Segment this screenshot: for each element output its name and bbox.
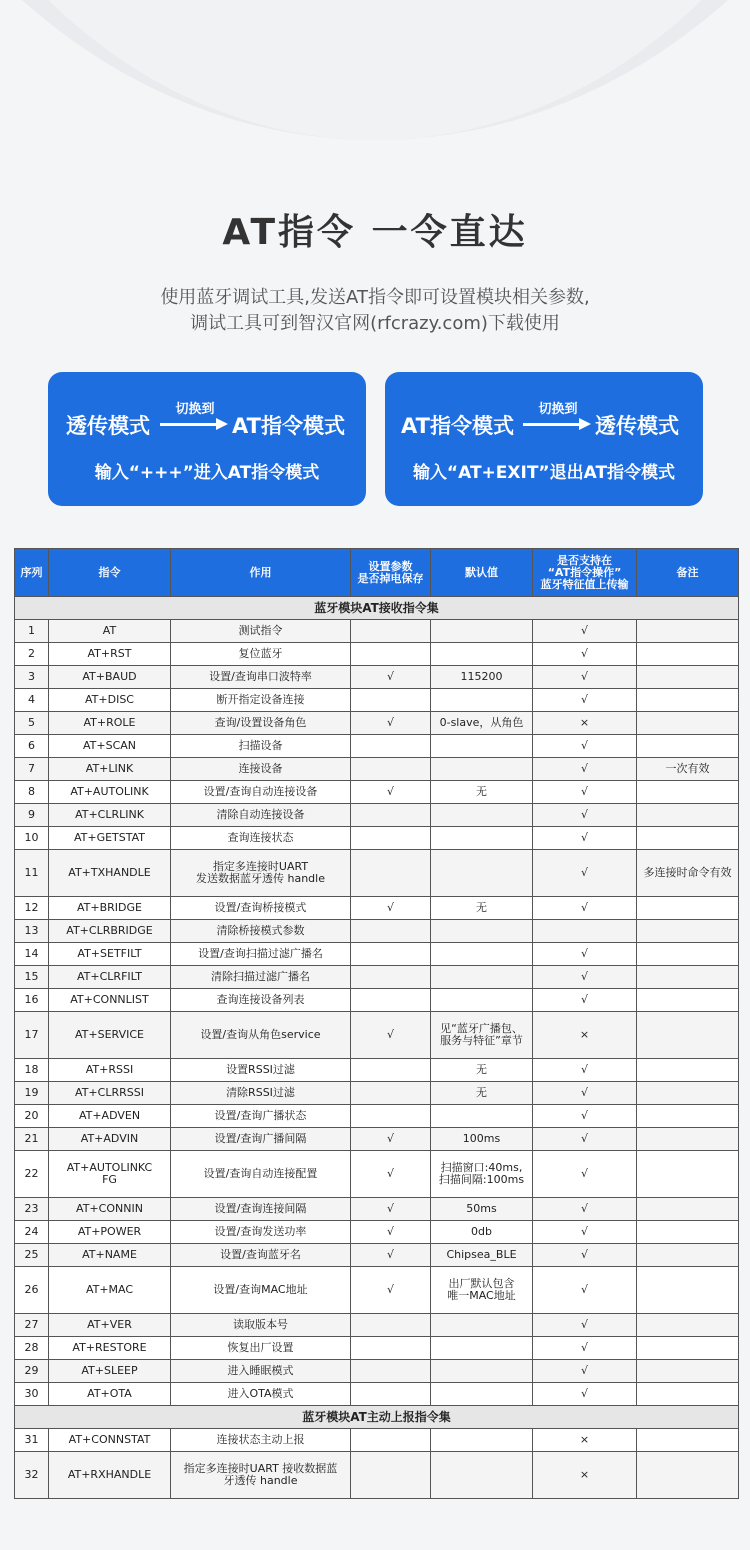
row-support: × [533, 1452, 637, 1499]
table-row [15, 712, 739, 735]
table-row [15, 643, 739, 666]
row-power-save [351, 1337, 431, 1360]
row-number: 31 [15, 1429, 49, 1452]
row-default: 扫描窗口:40ms, 扫描间隔:100ms [431, 1151, 533, 1198]
row-support: √ [533, 1383, 637, 1406]
row-power-save [351, 735, 431, 758]
table-row [15, 827, 739, 850]
row-default [431, 643, 533, 666]
table-row [15, 920, 739, 943]
row-default: 无 [431, 1059, 533, 1082]
arrow-label: 切换到 [538, 402, 578, 417]
row-command: AT+BRIDGE [49, 897, 171, 920]
table-row [15, 735, 739, 758]
row-function: 设置/查询自动连接设备 [171, 781, 351, 804]
mode-card-exit-at [385, 372, 703, 506]
table-row [15, 1314, 739, 1337]
row-command: AT+RXHANDLE [49, 1452, 171, 1499]
row-function: 进入睡眠模式 [171, 1360, 351, 1383]
row-default [431, 920, 533, 943]
row-command: AT+CLRFILT [49, 966, 171, 989]
header-note: 备注 [637, 549, 739, 597]
row-number: 6 [15, 735, 49, 758]
row-power-save [351, 1314, 431, 1337]
row-command: AT [49, 620, 171, 643]
mode-card-enter-at [48, 372, 366, 506]
row-function: 设置/查询发送功率 [171, 1221, 351, 1244]
table-row [15, 1452, 739, 1499]
table-row [15, 989, 739, 1012]
row-default [431, 689, 533, 712]
row-command: AT+AUTOLINKC FG [49, 1151, 171, 1198]
row-number: 11 [15, 850, 49, 897]
row-default [431, 1360, 533, 1383]
row-default [431, 1452, 533, 1499]
row-support: × [533, 1012, 637, 1059]
row-command: AT+TXHANDLE [49, 850, 171, 897]
header-no: 序列 [15, 549, 49, 597]
row-command: AT+CONNLIST [49, 989, 171, 1012]
table-row [15, 1128, 739, 1151]
row-note [637, 1059, 739, 1082]
row-function: 设置/查询扫描过滤广播名 [171, 943, 351, 966]
row-note [637, 1012, 739, 1059]
row-number: 32 [15, 1452, 49, 1499]
row-power-save: √ [351, 1128, 431, 1151]
row-command: AT+SCAN [49, 735, 171, 758]
row-default [431, 1429, 533, 1452]
row-note [637, 1429, 739, 1452]
row-function: 断开指定设备连接 [171, 689, 351, 712]
row-power-save [351, 1452, 431, 1499]
row-number: 23 [15, 1198, 49, 1221]
row-note [637, 1267, 739, 1314]
table-row [15, 620, 739, 643]
row-support: √ [533, 966, 637, 989]
row-support: √ [533, 1198, 637, 1221]
row-note [637, 804, 739, 827]
row-function: 复位蓝牙 [171, 643, 351, 666]
row-support: √ [533, 1128, 637, 1151]
mode-from-label: AT指令模式 [401, 414, 514, 438]
table-row [15, 850, 739, 897]
row-support: √ [533, 1314, 637, 1337]
row-support: √ [533, 827, 637, 850]
arrow-label: 切换到 [175, 402, 215, 417]
table-row [15, 897, 739, 920]
row-function: 连接设备 [171, 758, 351, 781]
row-command: AT+GETSTAT [49, 827, 171, 850]
row-power-save [351, 1383, 431, 1406]
section-title: 蓝牙模块AT接收指令集 [15, 597, 739, 620]
row-number: 14 [15, 943, 49, 966]
table-row [15, 666, 739, 689]
row-function: 查询连接状态 [171, 827, 351, 850]
table-row [15, 1244, 739, 1267]
row-power-save [351, 850, 431, 897]
row-default [431, 804, 533, 827]
row-support: √ [533, 758, 637, 781]
row-note [637, 966, 739, 989]
row-number: 18 [15, 1059, 49, 1082]
table-row [15, 1383, 739, 1406]
row-default: 出厂默认包含 唯一MAC地址 [431, 1267, 533, 1314]
table-row [15, 758, 739, 781]
row-default: 0-slave，从角色 [431, 712, 533, 735]
row-note [637, 1151, 739, 1198]
row-function: 清除RSSI过滤 [171, 1082, 351, 1105]
row-power-save [351, 827, 431, 850]
row-default: 115200 [431, 666, 533, 689]
header-function: 作用 [171, 549, 351, 597]
row-note [637, 1383, 739, 1406]
row-command: AT+ADVIN [49, 1128, 171, 1151]
row-note [637, 1337, 739, 1360]
mode-hint: 输入“AT+EXIT”退出AT指令模式 [412, 463, 676, 483]
row-command: AT+MAC [49, 1267, 171, 1314]
row-number: 19 [15, 1082, 49, 1105]
row-command: AT+RESTORE [49, 1337, 171, 1360]
header-power-save: 设置参数 是否掉电保存 [351, 549, 431, 597]
row-number: 16 [15, 989, 49, 1012]
row-function: 指定多连接时UART 发送数据蓝牙透传 handle [171, 850, 351, 897]
row-number: 20 [15, 1105, 49, 1128]
row-number: 12 [15, 897, 49, 920]
row-command: AT+CONNIN [49, 1198, 171, 1221]
header-support: 是否支持在 “AT指令操作” 蓝牙特征值上传输 [533, 549, 637, 597]
row-function: 清除扫描过滤广播名 [171, 966, 351, 989]
row-number: 4 [15, 689, 49, 712]
row-note [637, 781, 739, 804]
row-power-save: √ [351, 1267, 431, 1314]
row-support: √ [533, 1267, 637, 1314]
row-default: 0db [431, 1221, 533, 1244]
row-function: 设置/查询MAC地址 [171, 1267, 351, 1314]
row-command: AT+VER [49, 1314, 171, 1337]
row-number: 10 [15, 827, 49, 850]
row-support: √ [533, 1221, 637, 1244]
row-note [637, 1360, 739, 1383]
row-function: 设置/查询桥接模式 [171, 897, 351, 920]
row-number: 24 [15, 1221, 49, 1244]
row-function: 设置/查询连接间隔 [171, 1198, 351, 1221]
row-default: 无 [431, 897, 533, 920]
row-function: 连接状态主动上报 [171, 1429, 351, 1452]
row-default [431, 735, 533, 758]
row-power-save [351, 804, 431, 827]
row-note [637, 1128, 739, 1151]
row-support: √ [533, 643, 637, 666]
row-number: 26 [15, 1267, 49, 1314]
row-support: × [533, 712, 637, 735]
row-support: √ [533, 1244, 637, 1267]
row-power-save [351, 1105, 431, 1128]
row-note: 一次有效 [637, 758, 739, 781]
background-arc-inner [0, 0, 750, 140]
table-row [15, 1105, 739, 1128]
row-command: AT+DISC [49, 689, 171, 712]
row-default [431, 989, 533, 1012]
row-command: AT+RSSI [49, 1059, 171, 1082]
row-power-save: √ [351, 1198, 431, 1221]
row-number: 30 [15, 1383, 49, 1406]
row-power-save [351, 966, 431, 989]
row-number: 25 [15, 1244, 49, 1267]
row-support [533, 920, 637, 943]
row-function: 查询/设置设备角色 [171, 712, 351, 735]
row-command: AT+RST [49, 643, 171, 666]
row-support: √ [533, 1360, 637, 1383]
row-number: 22 [15, 1151, 49, 1198]
row-command: AT+AUTOLINK [49, 781, 171, 804]
row-note [637, 1198, 739, 1221]
row-number: 28 [15, 1337, 49, 1360]
table-row [15, 1151, 739, 1198]
table-row [15, 1082, 739, 1105]
row-default [431, 1105, 533, 1128]
table-row [15, 943, 739, 966]
row-support: √ [533, 735, 637, 758]
row-note [637, 989, 739, 1012]
row-function: 清除桥接模式参数 [171, 920, 351, 943]
mode-to-label: 透传模式 [595, 414, 679, 438]
mode-to-label: AT指令模式 [232, 414, 345, 438]
subtitle-line-1: 使用蓝牙调试工具,发送AT指令即可设置模块相关参数, [160, 287, 590, 308]
row-number: 5 [15, 712, 49, 735]
row-function: 查询连接设备列表 [171, 989, 351, 1012]
row-power-save [351, 943, 431, 966]
row-support: √ [533, 1059, 637, 1082]
row-command: AT+ROLE [49, 712, 171, 735]
header-default: 默认值 [431, 549, 533, 597]
row-number: 1 [15, 620, 49, 643]
row-default [431, 620, 533, 643]
table-header-row [15, 549, 739, 597]
row-function: 恢复出厂设置 [171, 1337, 351, 1360]
row-number: 3 [15, 666, 49, 689]
row-command: AT+SERVICE [49, 1012, 171, 1059]
row-command: AT+NAME [49, 1244, 171, 1267]
row-default: Chipsea_BLE [431, 1244, 533, 1267]
right-arrow-icon [160, 404, 230, 444]
table-row [15, 966, 739, 989]
row-power-save [351, 989, 431, 1012]
row-support: √ [533, 689, 637, 712]
row-command: AT+CLRRSSI [49, 1082, 171, 1105]
section-title: 蓝牙模块AT主动上报指令集 [15, 1406, 739, 1429]
mode-from-label: 透传模式 [66, 414, 150, 438]
row-note: 多连接时命令有效 [637, 850, 739, 897]
row-support: √ [533, 781, 637, 804]
table-row [15, 689, 739, 712]
table-row [15, 1221, 739, 1244]
row-default [431, 1383, 533, 1406]
row-note [637, 1244, 739, 1267]
row-default: 无 [431, 1082, 533, 1105]
row-note [637, 1082, 739, 1105]
row-command: AT+BAUD [49, 666, 171, 689]
row-function: 设置RSSI过滤 [171, 1059, 351, 1082]
row-function: 设置/查询广播间隔 [171, 1128, 351, 1151]
table-row [15, 1267, 739, 1314]
row-default [431, 943, 533, 966]
row-power-save: √ [351, 897, 431, 920]
at-command-table [14, 548, 739, 1499]
row-note [637, 920, 739, 943]
row-note [637, 1314, 739, 1337]
row-power-save [351, 620, 431, 643]
table-row [15, 1059, 739, 1082]
row-support: √ [533, 1337, 637, 1360]
row-function: 进入OTA模式 [171, 1383, 351, 1406]
row-number: 27 [15, 1314, 49, 1337]
subtitle-line-2: 调试工具可到智汉官网(rfcrazy.com)下载使用 [190, 313, 560, 334]
row-number: 7 [15, 758, 49, 781]
row-default: 50ms [431, 1198, 533, 1221]
row-power-save: √ [351, 1012, 431, 1059]
table-row [15, 804, 739, 827]
row-support: √ [533, 850, 637, 897]
row-default [431, 758, 533, 781]
row-command: AT+CONNSTAT [49, 1429, 171, 1452]
row-number: 9 [15, 804, 49, 827]
row-function: 清除自动连接设备 [171, 804, 351, 827]
mode-hint: 输入“+++”进入AT指令模式 [94, 463, 320, 483]
table-row [15, 1337, 739, 1360]
row-note [637, 943, 739, 966]
row-default: 100ms [431, 1128, 533, 1151]
header-command: 指令 [49, 549, 171, 597]
row-command: AT+LINK [49, 758, 171, 781]
row-note [637, 712, 739, 735]
row-note [637, 666, 739, 689]
table-row [15, 1012, 739, 1059]
row-support: √ [533, 804, 637, 827]
row-note [637, 1221, 739, 1244]
row-function: 设置/查询蓝牙名 [171, 1244, 351, 1267]
row-note [637, 643, 739, 666]
row-power-save [351, 1059, 431, 1082]
row-note [637, 689, 739, 712]
row-function: 扫描设备 [171, 735, 351, 758]
row-power-save [351, 758, 431, 781]
section-header [15, 597, 739, 620]
row-support: × [533, 1429, 637, 1452]
row-default [431, 1337, 533, 1360]
row-support: √ [533, 1082, 637, 1105]
row-function: 设置/查询自动连接配置 [171, 1151, 351, 1198]
row-command: AT+CLRLINK [49, 804, 171, 827]
row-power-save [351, 1360, 431, 1383]
row-note [637, 735, 739, 758]
row-function: 指定多连接时UART 接收数据蓝 牙透传 handle [171, 1452, 351, 1499]
row-function: 设置/查询广播状态 [171, 1105, 351, 1128]
row-number: 13 [15, 920, 49, 943]
row-power-save: √ [351, 1244, 431, 1267]
row-command: AT+OTA [49, 1383, 171, 1406]
row-note [637, 1105, 739, 1128]
row-number: 17 [15, 1012, 49, 1059]
row-number: 15 [15, 966, 49, 989]
row-support: √ [533, 897, 637, 920]
row-power-save: √ [351, 666, 431, 689]
row-support: √ [533, 1105, 637, 1128]
row-power-save [351, 1082, 431, 1105]
row-function: 设置/查询串口波特率 [171, 666, 351, 689]
row-power-save: √ [351, 1151, 431, 1198]
table-row [15, 1198, 739, 1221]
row-command: AT+SLEEP [49, 1360, 171, 1383]
row-power-save: √ [351, 781, 431, 804]
row-default [431, 1314, 533, 1337]
right-arrow-icon [523, 404, 593, 444]
row-default: 无 [431, 781, 533, 804]
row-number: 29 [15, 1360, 49, 1383]
page-title: AT指令 一令直达 [222, 212, 528, 253]
row-support: √ [533, 989, 637, 1012]
row-number: 2 [15, 643, 49, 666]
row-support: √ [533, 620, 637, 643]
row-power-save [351, 643, 431, 666]
row-power-save [351, 920, 431, 943]
row-function: 设置/查询从角色service [171, 1012, 351, 1059]
row-power-save: √ [351, 1221, 431, 1244]
row-support: √ [533, 943, 637, 966]
row-note [637, 1452, 739, 1499]
row-default: 见“蓝牙广播包、 服务与特征”章节 [431, 1012, 533, 1059]
row-command: AT+POWER [49, 1221, 171, 1244]
row-support: √ [533, 1151, 637, 1198]
table-row [15, 1360, 739, 1383]
row-power-save [351, 689, 431, 712]
row-default [431, 827, 533, 850]
row-number: 21 [15, 1128, 49, 1151]
row-note [637, 620, 739, 643]
row-power-save: √ [351, 712, 431, 735]
row-note [637, 897, 739, 920]
section-header [15, 1406, 739, 1429]
row-command: AT+SETFILT [49, 943, 171, 966]
row-support: √ [533, 666, 637, 689]
row-default [431, 966, 533, 989]
row-function: 读取版本号 [171, 1314, 351, 1337]
row-number: 8 [15, 781, 49, 804]
row-default [431, 850, 533, 897]
row-command: AT+CLRBRIDGE [49, 920, 171, 943]
row-command: AT+ADVEN [49, 1105, 171, 1128]
row-power-save [351, 1429, 431, 1452]
table-row [15, 781, 739, 804]
table-row [15, 1429, 739, 1452]
row-note [637, 827, 739, 850]
row-function: 测试指令 [171, 620, 351, 643]
